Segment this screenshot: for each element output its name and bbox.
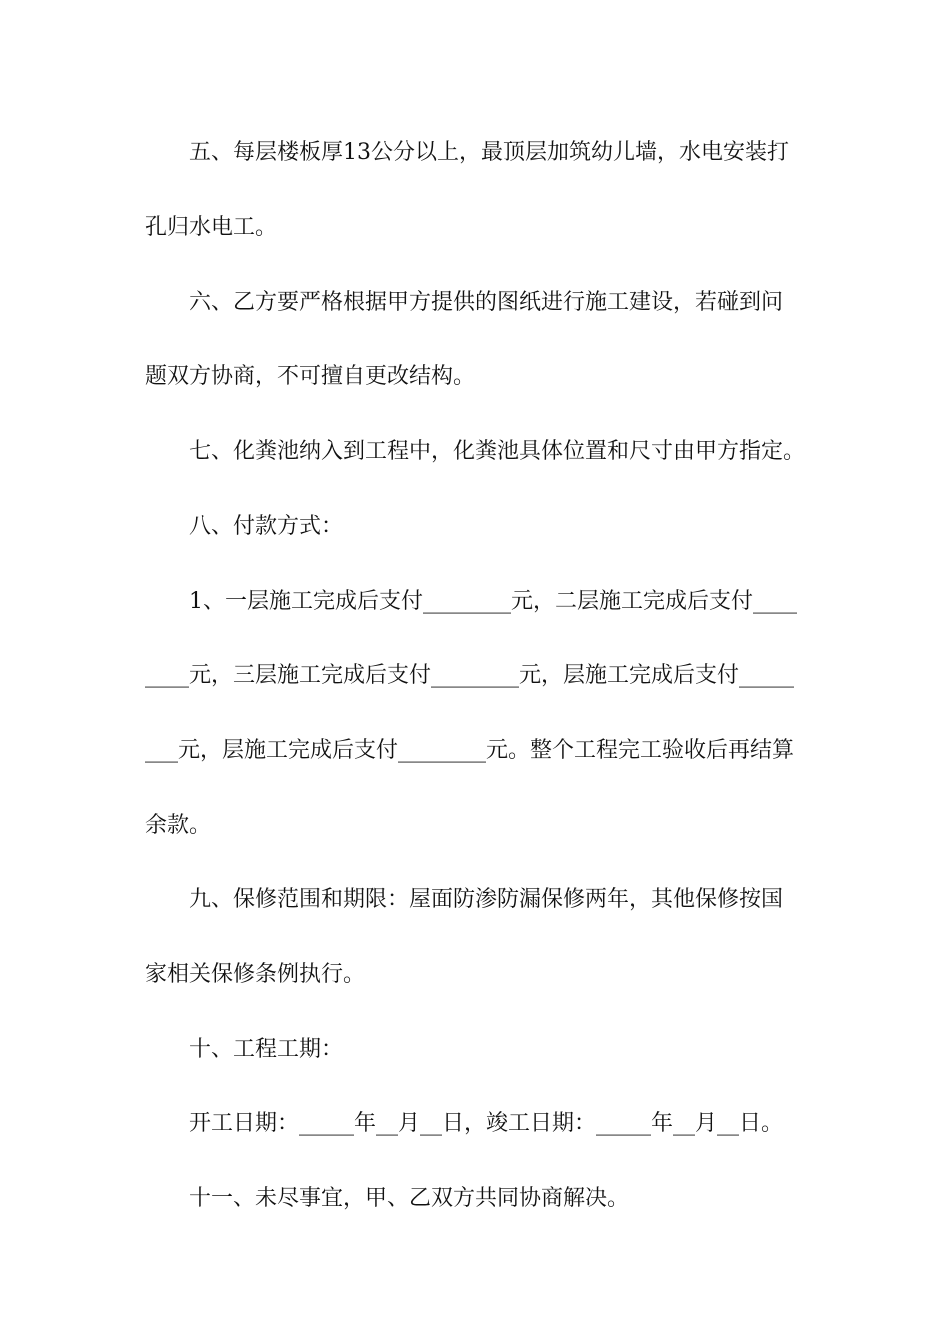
clause-8-heading: 八、付款方式： [189, 514, 344, 539]
clause-9-line-2: 家相关保修条例执行。 [145, 962, 366, 987]
payment-line-3: ___元，层施工完成后支付________元。整个工程完工验收后再结算 [145, 738, 795, 763]
payment-line-1: 1、一层施工完成后支付________元，二层施工完成后支付____ [189, 589, 797, 614]
clause-6-line-1: 六、乙方要严格根据甲方提供的图纸进行施工建设，若碰到问 [189, 290, 784, 315]
clause-9-line-1: 九、保修范围和期限：屋面防渗防漏保修两年，其他保修按国 [189, 887, 784, 912]
clause-7-line-1: 七、化粪池纳入到工程中，化粪池具体位置和尺寸由甲方指定。 [189, 439, 806, 464]
clause-11-line: 十一、未尽事宜，甲、乙双方共同协商解决。 [189, 1186, 630, 1211]
payment-line-2: ____元，三层施工完成后支付________元，层施工完成后支付_____ [145, 663, 795, 688]
clause-6-line-2: 题双方协商，不可擅自更改结构。 [145, 364, 476, 389]
clause-10-heading: 十、工程工期： [189, 1037, 344, 1062]
clause-5-line-1: 五、每层楼板厚13公分以上，最顶层加筑幼儿墙，水电安装打 [189, 140, 789, 165]
payment-line-4: 余款。 [145, 813, 212, 838]
schedule-dates-line: 开工日期：_____年__月__日，竣工日期：_____年__月__日。 [189, 1111, 784, 1136]
clause-5-line-2: 孔归水电工。 [145, 215, 278, 240]
